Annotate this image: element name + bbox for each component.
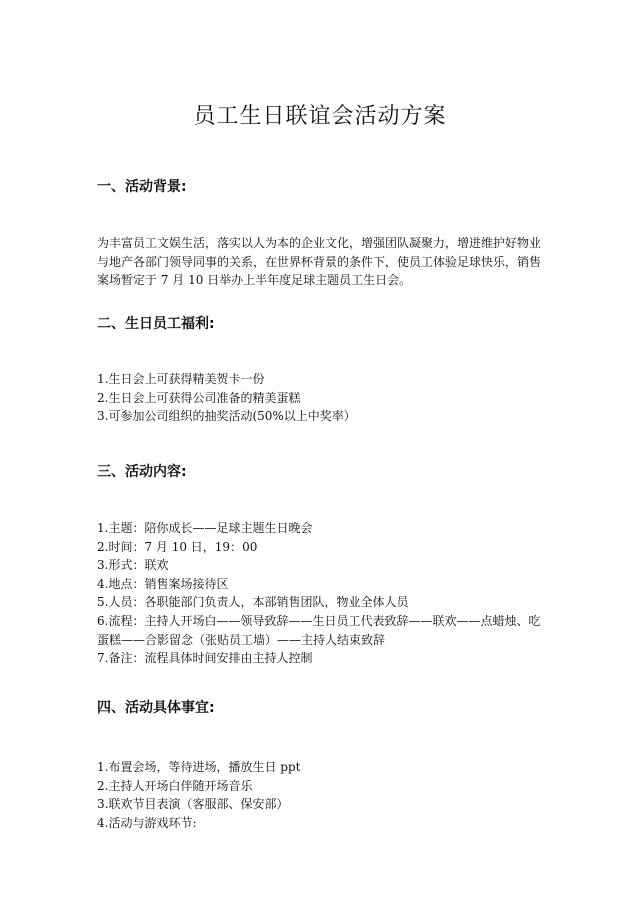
background-paragraph: 为丰富员工文娱生活，落实以人为本的企业文化，增强团队凝聚力，增进维护好物业与地产各部门领导同事的关系，在世界杯背景的条件下，使员工体验足球快乐，销售案场暂定于 7 月 10 日举办上半年度足球主题员工生日会。 <box>97 236 542 288</box>
list-item: 6.流程：主持人开场白——领导致辞——生日员工代表致辞——联欢——点蜡烛、吃蛋糕——合影留念（张贴员工墙）——主持人结束致辞 <box>97 613 541 647</box>
list-item: 3.联欢节目表演（客服部、保安部） <box>97 797 289 812</box>
list-item: 1.布置会场，等待进场，播放生日 ppt <box>97 760 301 774</box>
details-list <box>97 758 549 832</box>
section-heading-benefits: 二、生日员工福利: <box>97 316 215 332</box>
list-item: 2.生日会上可获得公司准备的精美蛋糕 <box>97 390 301 405</box>
section-heading-details: 四、活动具体事宜: <box>97 700 215 716</box>
list-item: 5.人员：各职能部门负责人，本部销售团队，物业全体人员 <box>97 595 409 610</box>
content-list <box>97 519 549 668</box>
document-title: 员工生日联谊会活动方案 <box>193 104 447 129</box>
benefits-list <box>97 370 549 426</box>
list-item: 7.备注：流程具体时间安排由主持人控制 <box>97 651 313 666</box>
list-item: 2.主持人开场白伴随开场音乐 <box>97 778 253 793</box>
list-item: 3.可参加公司组织的抽奖活动(50%以上中奖率） <box>97 409 356 424</box>
list-item: 2.时间：7 月 10 日，19：00 <box>97 539 258 554</box>
section-heading-background: 一、活动背景: <box>97 179 187 195</box>
list-item: 4.地点：销售案场接待区 <box>97 576 229 591</box>
list-item: 4.活动与游戏环节: <box>97 815 197 830</box>
section-heading-content: 三、活动内容: <box>97 464 187 480</box>
list-item: 1.主题：陪你成长——足球主题生日晚会 <box>97 521 313 535</box>
list-item: 3.形式：联欢 <box>97 558 169 573</box>
list-item: 1.生日会上可获得精美贺卡一份 <box>97 372 265 386</box>
